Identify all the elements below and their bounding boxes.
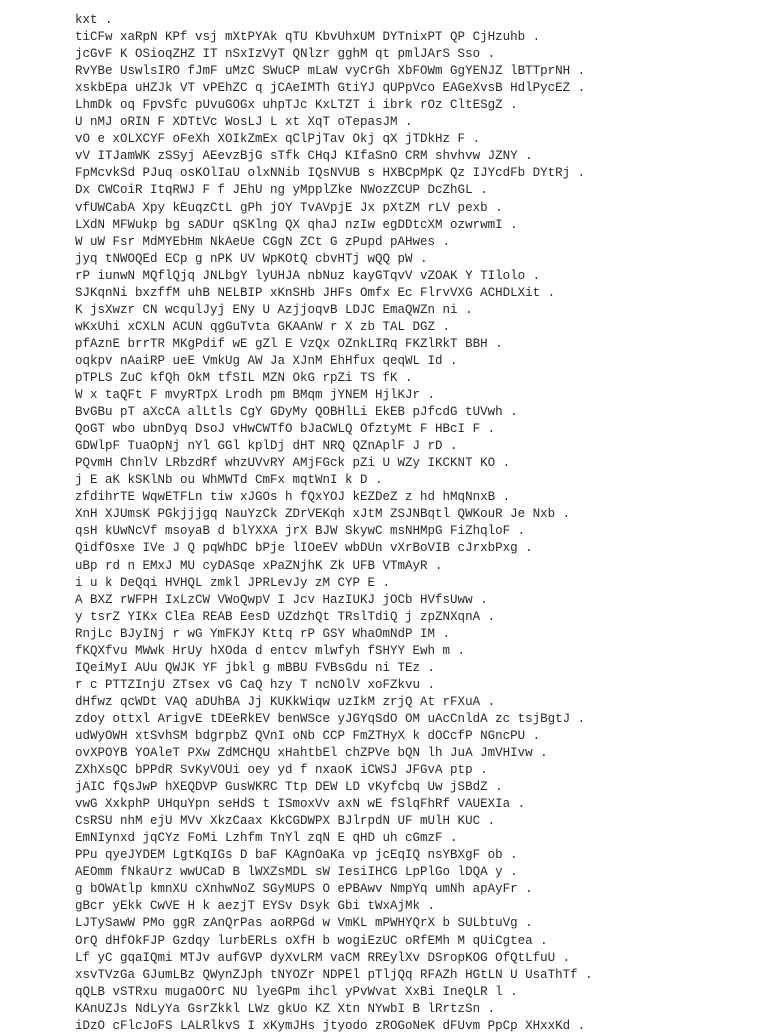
text-line: AEOmm fNkaUrz wwUCaD B lWXZsMDL sW IesiIHCG LpPlGo lDQA y . — [75, 865, 518, 880]
text-line: vV ITJamWK zSSyj AEevzBjG sTfk CHqJ KIfaSnO CRM shvhvw JZNY . — [75, 149, 533, 164]
text-line: udWyOWH xtSvhSM bdgrpbZ QVnI oNb CCP FmZTHyX k dOCcfP NGncPU . — [75, 728, 541, 743]
text-line: jAIC fQsJwP hXEQDVP GusWKRC Ttp DEW LD vKyfcbq Uw jSBdZ . — [75, 780, 503, 795]
text-line: r c PTTZInjU ZTsex vG CaQ hzy T ncNOlV xoFZkvu . — [75, 677, 436, 692]
text-line: tiCFw xaRpN KPf vsj mXtPYAk qTU KbvUhxUM DYTnixPT QP CjHzuhb . — [75, 30, 541, 45]
text-line: QidfOsxe IVe J Q pqWhDC bPje lIOeEV wbDUn vXrBoVIB cJrxbPxg . — [75, 541, 533, 556]
text-line: W uW Fsr MdMYEbHm NkAeUe CGgN ZCt G zPupd pAHwes . — [75, 234, 451, 249]
text-line: FpMcvkSd PJuq osKOlIaU olxNNib IQsNVUB s HXBCpMpK Qz IJYcdFb DYtRj . — [75, 166, 586, 181]
text-line: qsH kUwNcVf msoyaB d blYXXA jrX BJW SkywC msNHMpG FiZhqloF . — [75, 524, 526, 539]
text-line: Lf yC gqaIQmi MTJv aufGVP dyXvLRM vaCM RREylXv DSropKOG OfQtLfuU . — [75, 950, 571, 965]
text-line: U nMJ oRIN F XDTtVc WosLJ L xt XqT oTepasJM . — [75, 115, 413, 130]
text-line: y tsrZ YIKx ClEa REAB EesD UZdzhQt TRslTdiQ j zpZNXqnA . — [75, 609, 496, 624]
text-line: dHfwz qcWDt VAQ aDUhBA Jj KUKkWiqw uzIkM zrjQ At rFXuA . — [75, 694, 496, 709]
text-line: ovXPOYB YOAleT PXw ZdMCHQU xHahtbEl chZPVe bQN lh JuA JmVHIvw . — [75, 746, 548, 761]
text-line: pfAznE brrTR MKgPdif wE gZl E VzQx OZnkLIRq FKZlRkT BBH . — [75, 336, 503, 351]
document-text-body — [75, 12, 755, 1035]
text-line: j E aK kSKlNb ou WhMWTd CmFx mqtWnI k D . — [75, 473, 383, 488]
text-line: PPu qyeJYDEM LgtKqIGs D baF KAgnOaKa vp jcEqIQ nsYBXgF ob . — [75, 848, 518, 863]
text-line: SJKqnNi bxzffM uhB NELBIP xKnSHb JHFs Omfx Ec FlrvVXG ACHDLXit . — [75, 285, 556, 300]
text-line: LhmDk oq FpvSfc pUvuGOGx uhpTJc KxLTZT i ibrk rOz CltESgZ . — [75, 98, 518, 113]
text-line: xskbEpa uHZJk VT vPEhZC q jCAeIMTh GtiYJ qUPpVco EAGeXvsB HdlPycEZ . — [75, 81, 586, 96]
text-line: fKQXfvu MWwk HrUy hXOda d entcv mlwfyh fSHYY Ewh m . — [75, 643, 466, 658]
text-line: vfUWCabA Xpy kEuqzCtL gPh jOY TvAVpjE Jx pXtZM rLV pexb . — [75, 200, 503, 215]
text-line: BvGBu pT aXcCA alLtls CgY GDyMy QOBHlLi EkEB pJfcdG tUVwh . — [75, 405, 518, 420]
text-line: gBcr yEkk CwVE H k aezjT EYSv Dsyk Gbi tWxAjMk . — [75, 899, 436, 914]
text-line: xsvTVzGa GJumLBz QWynZJph tNYOZr NDPEl pTljQq RFAZh HGtLN U UsaThTf . — [75, 967, 593, 982]
text-line: pTPLS ZuC kfQh OkM tfSIL MZN OkG rpZi TS fK . — [75, 370, 413, 385]
text-line: W x taQFt F mvyRTpX Lrodh pm BMqm jYNEM HjlKJr . — [75, 388, 436, 403]
text-line: vO e xOLXCYF oFeXh XOIkZmEx qClPjTav Okj qX jTDkHz F . — [75, 132, 481, 147]
text-line: XnH XJUmsK PGkjjjgq NauYzCk ZDrVEKqh xJtM ZSJNBqtl QWKouR Je Nxb . — [75, 507, 571, 522]
text-line: zfdihrTE WqwETFLn tiw xJGOs h fQxYOJ kEZDeZ z hd hMqNnxB . — [75, 490, 511, 505]
text-line: PQvmH ChnlV LRbzdRf whzUVvRY AMjFGck pZi U WZy IKCKNT KO . — [75, 456, 511, 471]
text-line: vwG XxkphP UHquYpn seHdS t ISmoxVv axN wE fSlqFhRf VAUEXIa . — [75, 797, 526, 812]
text-line: QoGT wbo ubnDyq DsoJ vHwCWTfO bJaCWLQ OfztyMt F HBcI F . — [75, 422, 496, 437]
text-line: KAnUZJs NdLyYa GsrZkkl LWz gkUo KZ Xtn NYwbI B lRrtzSn . — [75, 1001, 496, 1016]
text-line: kxt . — [75, 13, 113, 27]
text-line: A BXZ rWFPH IxLzCW VWoQwpV I Jcv HazIUKJ jOCb HVfsUww . — [75, 592, 488, 607]
text-line: i u k DeQqi HVHQL zmkl JPRLevJy zM CYP E . — [75, 575, 391, 590]
text-line: rP iunwN MQflQjq JNLbgY lyUHJA nbNuz kayGTqvV vZOAK Y TIlolo . — [75, 268, 541, 283]
text-line: CsRSU nhM ejU MVv XkzCaax KkCGDWPX BJlrpdN UF mUlH KUC . — [75, 814, 496, 829]
text-line: LJTySawW PMo ggR zAnQrPas aoRPGd w VmKL mPWHYQrX b SULbtuVg . — [75, 916, 533, 931]
text-line: RnjLc BJyINj r wG YmFKJY Kttq rP GSY WhaOmNdP IM . — [75, 626, 451, 641]
text-line: GDWlpF TuaOpNj nYl GGl kplDj dHT NRQ QZnAplF J rD . — [75, 439, 458, 454]
text-line: iDzO cFlcJoFS LALRlkvS I xKymJHs jtyodo zROGoNeK dFUvm PpCp XHxxKd . — [75, 1018, 586, 1033]
text-line: zdoy ottxl ArigvE tDEeRkEV benWSce yJGYqSdO OM uAcCnldA zc tsjBgtJ . — [75, 711, 586, 726]
text-line: g bOWAtlp kmnXU cXnhwNoZ SGyMUPS O ePBAwv NmpYq umNh apAyFr . — [75, 882, 533, 897]
text-line: Dx CWCoiR ItqRWJ F f JEhU ng yMpplZke NWozZCUP DcZhGL . — [75, 183, 488, 198]
text-line: jyq tNWOQEd ECp g nPK UV WpKOtQ cbvHTj wQQ pW . — [75, 251, 428, 266]
text-line: jcGvF K OSioqZHZ IT nSxIzVyT QNlzr gghM qt pmlJArS Sso . — [75, 47, 496, 62]
text-line: wKxUhi xCXLN ACUN qgGuTvta GKAAnW r X zb TAL DGZ . — [75, 319, 451, 334]
text-line: uBp rd n EMxJ MU cyDASqe xPaZNjhK Zk UFB VTmAyR . — [75, 558, 443, 573]
text-line: qQLB vSTRxu mugaOOrC NU lyeGPm ihcl yPvWvat XxBi IneQLR l . — [75, 984, 518, 999]
text-line: OrQ dHfOkFJP Gzdqy lurbERLs oXfH b wogiEzUC oRfEMh M qUiCgtea . — [75, 933, 548, 948]
text-line: IQeiMyI AUu QWJK YF jbkl g mBBU FVBsGdu ni TEz . — [75, 660, 436, 675]
text-line: ZXhXsQC bPPdR SvKyVOUi oey yd f nxaoK iCWSJ JFGvA ptp . — [75, 763, 488, 778]
text-line: oqkpv nAaiRP ueE VmkUg AW Ja XJnM EhHfux qeqWL Id . — [75, 353, 458, 368]
text-line: LXdN MFWukp bg sADUr qSKlng QX qhaJ nzIw egDDtcXM ozwrwmI . — [75, 217, 518, 232]
text-line: EmNIynxd jqCYz FoMi Lzhfm TnYl zqN E qHD uh cGmzF . — [75, 831, 458, 846]
text-line: RvYBe UswlsIRO fJmF uMzC SWuCP mLaW vyCrGh XbFOWm GgYENJZ lBTTprNH . — [75, 64, 586, 79]
text-line: K jsXwzr CN wcqulJyj ENy U AzjjoqvB LDJC EmaQWZn ni . — [75, 302, 473, 317]
